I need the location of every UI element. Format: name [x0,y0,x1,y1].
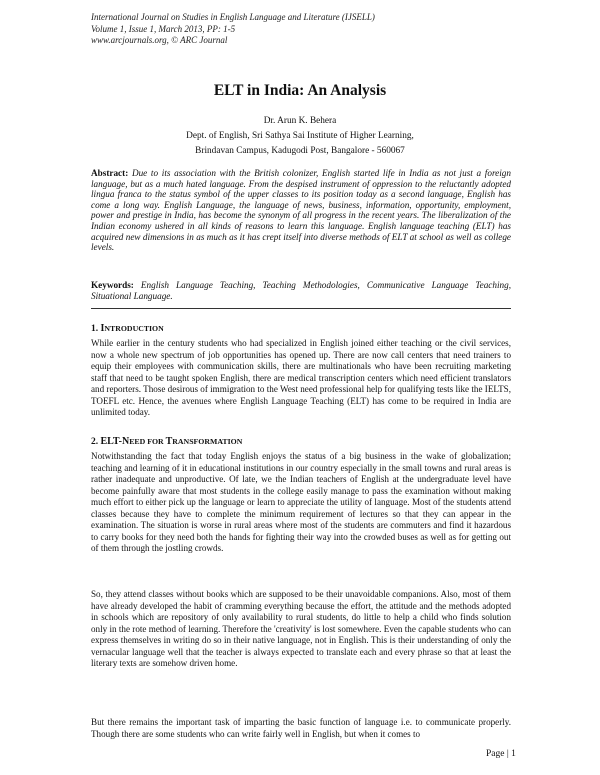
paragraph: While earlier in the century students who had specialized in English joined either teaching or the civil services, now a whole new spectrum of job opportunities has opened up. There are now call centers that need trainers to equip their employees with communication skills, there are multinationals who have been recruiting marketing staff that need to be taught spoken English, there are medical transcription centers which need efficient translators and reporters. Those desirous of immigration to the West need professional help for qualifying tests like the IELTS, TOEFL etc. Hence, the avenues where English Language Teaching (ELT) has come to be required in India are unlimited today. [91,338,511,417]
section-number: 1. [91,324,99,334]
journal-volume: Volume 1, Issue 1, March 2013, PP: 1-5 [91,23,236,34]
section-heading-elt-need [91,436,511,448]
page-label: Page [486,749,505,759]
keywords-text: English Language Teaching, Teaching Methodologies, Communicative Language Teaching, Situational Language. [91,280,512,301]
journal-header [91,12,511,47]
author-block [0,114,600,159]
page-number: 1 [511,749,516,759]
section-divider [91,308,511,309]
paragraph: Notwithstanding the fact that today English enjoys the status of a big business in the wake of globalization; teaching and learning of it in educational institutions in our country especially in the small towns and rural areas is rather inadequate and unproductive. Of late, we the Indian teachers of English at the undergraduate level have become painfully aware that most students in the college easily manage to pass the examination without making much effort to either pick up the language or learn to appreciate the utility of language. Most of the students attend classes because they have to complete the minimum requirement of lectures so that they can appear in the examination. The situation is worse in rural areas where most of the students are commuters and find it hazardous to carry books for they need both the hands for fighting their way into the crowded buses as well as for getting out of them through the jostling crowds. [91,451,511,553]
paragraph: So, they attend classes without books which are supposed to be their unavoidable companions. Also, most of them have already developed the habit of cramming everything because the effort, the attitude and the methods adopted in schools which are repository of only availability to rural students, do little to help a child who finds solution only in the rote method of learning. Therefore the 'creativity' is lost somewhere. Even the capable students who can express themselves in writing do so in their native language, not in English. This is their understanding of only the vernacular language well that the teacher is always expected to translate each and every phrase so that at least the literary texts are somehow driven home. [91,589,511,668]
page-separator: | [506,749,509,759]
section-title-part3: T [165,436,173,447]
paragraph: But there remains the important task of imparting the basic function of language i.e. to communicate properly. Though there are some students who can write fairly well in English, but when it comes to [91,717,511,739]
abstract-label: Abstract: [91,168,129,178]
section-title-part4: RANSFORMATION [172,437,243,446]
section-title-rest: NTRODUCTION [104,324,164,333]
author-name: Dr. Arun K. Behera [263,116,337,126]
author-affiliation: Dept. of English, Sri Sathya Sai Institute of Higher Learning, [186,131,414,141]
journal-website: www.arcjournals.org, © ARC Journal [91,35,228,45]
section-title-part2: EED FOR [129,437,166,446]
author-address: Brindavan Campus, Kadugodi Post, Bangalore - 560067 [195,146,405,156]
section-title-initial: I [100,323,105,334]
abstract-text: Due to its association with the British colonizer, English started life in India as not just a foreign language, but as a much hated language. From the despised instrument of oppression to the reluctantly adopted lingua franca to the status symbol of the upper classes to its position today as a second language, English has come a long way. English Language, the language of news, business, information, opportunity, employment, power and prestige in India, has become the synonym of all progress in the recent years. The liberalization of the Indian economy ushered in all kinds of reasons to learn this language. English language teaching (ELT) has acquired new dimensions in as much as it has crept itself into diverse methods of ELT at school as well as college levels. [91,168,511,253]
section-number: 2. [91,437,99,447]
journal-name: International Journal on Studies in English Language and Literature (IJSELL) [91,12,375,22]
keywords-label: Keywords: [91,280,134,290]
section-title-part1: ELT-N [100,436,130,447]
page-footer [486,749,516,759]
paper-title: ELT in India: An Analysis [213,82,387,99]
keywords [91,280,511,301]
section-heading-introduction [91,323,511,335]
abstract [91,168,511,253]
